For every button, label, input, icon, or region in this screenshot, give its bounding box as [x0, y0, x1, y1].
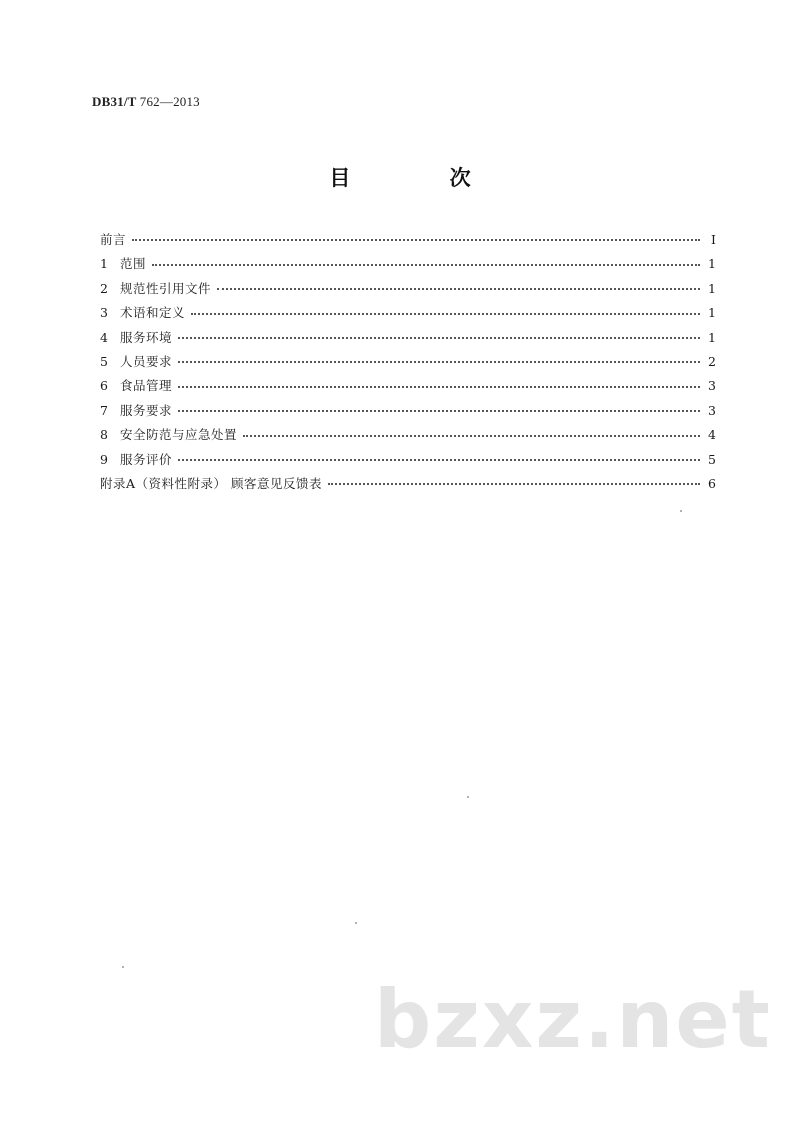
toc-entry-number: 2 [100, 280, 109, 296]
toc-entry-number: 8 [100, 427, 109, 443]
toc-entry-title: 术语和定义 [120, 305, 186, 321]
toc-entry-page: 6 [708, 475, 716, 491]
toc-entry-title: 安全防范与应急处置 [120, 427, 238, 443]
toc-entry-title: 人员要求 [120, 353, 173, 369]
toc-dot-leader [217, 287, 700, 290]
toc-entry-label [100, 423, 243, 447]
toc-entry-number: 3 [100, 305, 109, 321]
watermark-text: bzxz.net [374, 973, 772, 1066]
toc-entry-label [100, 350, 178, 374]
toc-dot-leader [191, 312, 700, 315]
toc-entry[interactable] [100, 326, 716, 350]
table-of-contents [100, 228, 716, 496]
toc-entry[interactable] [100, 228, 716, 252]
toc-entry-number: 4 [100, 329, 109, 345]
standard-code [92, 94, 200, 110]
toc-entry-title: 附录A（资料性附录） 顾客意见反馈表 [100, 475, 323, 491]
toc-entry-label [100, 448, 178, 472]
toc-entry[interactable] [100, 301, 716, 325]
toc-entry-label [100, 326, 178, 350]
toc-entry[interactable] [100, 277, 716, 301]
toc-entry-page: 5 [708, 451, 716, 467]
standard-number: 762—2013 [139, 94, 200, 109]
toc-entry-label [100, 277, 217, 301]
toc-entry-title: 服务要求 [120, 402, 173, 418]
toc-dot-leader [132, 238, 700, 241]
toc-entry-title: 服务环境 [120, 329, 173, 345]
toc-entry-title: 范围 [120, 256, 147, 272]
toc-title: 目 次 [329, 166, 517, 190]
toc-dot-leader [178, 409, 700, 412]
standard-prefix: DB31/T [92, 94, 137, 109]
toc-dot-leader [178, 385, 700, 388]
toc-dot-leader [178, 458, 700, 461]
toc-entry-label [100, 472, 328, 496]
toc-entry-number: 9 [100, 451, 109, 467]
toc-entry-title: 食品管理 [120, 378, 173, 394]
toc-dot-leader [243, 434, 700, 437]
scan-speck [680, 510, 682, 512]
toc-entry-number: 1 [100, 256, 109, 272]
toc-entry-label [100, 252, 152, 276]
scan-speck [467, 796, 469, 798]
toc-entry-title: 服务评价 [120, 451, 173, 467]
toc-entry[interactable] [100, 252, 716, 276]
toc-entry[interactable] [100, 472, 716, 496]
toc-entry-page: 1 [708, 280, 716, 296]
toc-dot-leader [328, 482, 700, 485]
toc-entry-page: 3 [708, 402, 716, 418]
toc-entry[interactable] [100, 423, 716, 447]
toc-entry-label [100, 228, 132, 252]
toc-entry-page: 1 [708, 329, 716, 345]
toc-entry-number: 7 [100, 402, 109, 418]
toc-entry-page: 4 [708, 427, 716, 443]
toc-dot-leader [152, 263, 700, 266]
toc-entry-number: 5 [100, 353, 109, 369]
toc-entry-page: 1 [708, 305, 716, 321]
scan-speck [122, 966, 124, 968]
toc-entry[interactable] [100, 448, 716, 472]
toc-entry-title: 前言 [100, 232, 127, 247]
toc-entry-label [100, 374, 178, 398]
toc-entry-title: 规范性引用文件 [120, 280, 212, 296]
toc-entry-page: Ⅰ [711, 232, 716, 247]
toc-entry[interactable] [100, 374, 716, 398]
toc-entry-label [100, 301, 191, 325]
toc-entry-page: 2 [708, 353, 716, 369]
toc-entry-page: 3 [708, 378, 716, 394]
toc-dot-leader [178, 360, 700, 363]
toc-entry[interactable] [100, 350, 716, 374]
toc-entry-page: 1 [708, 256, 716, 272]
toc-entry-number: 6 [100, 378, 109, 394]
scan-speck [355, 922, 357, 924]
toc-entry-label [100, 399, 178, 423]
toc-entry[interactable] [100, 399, 716, 423]
toc-dot-leader [178, 336, 700, 339]
